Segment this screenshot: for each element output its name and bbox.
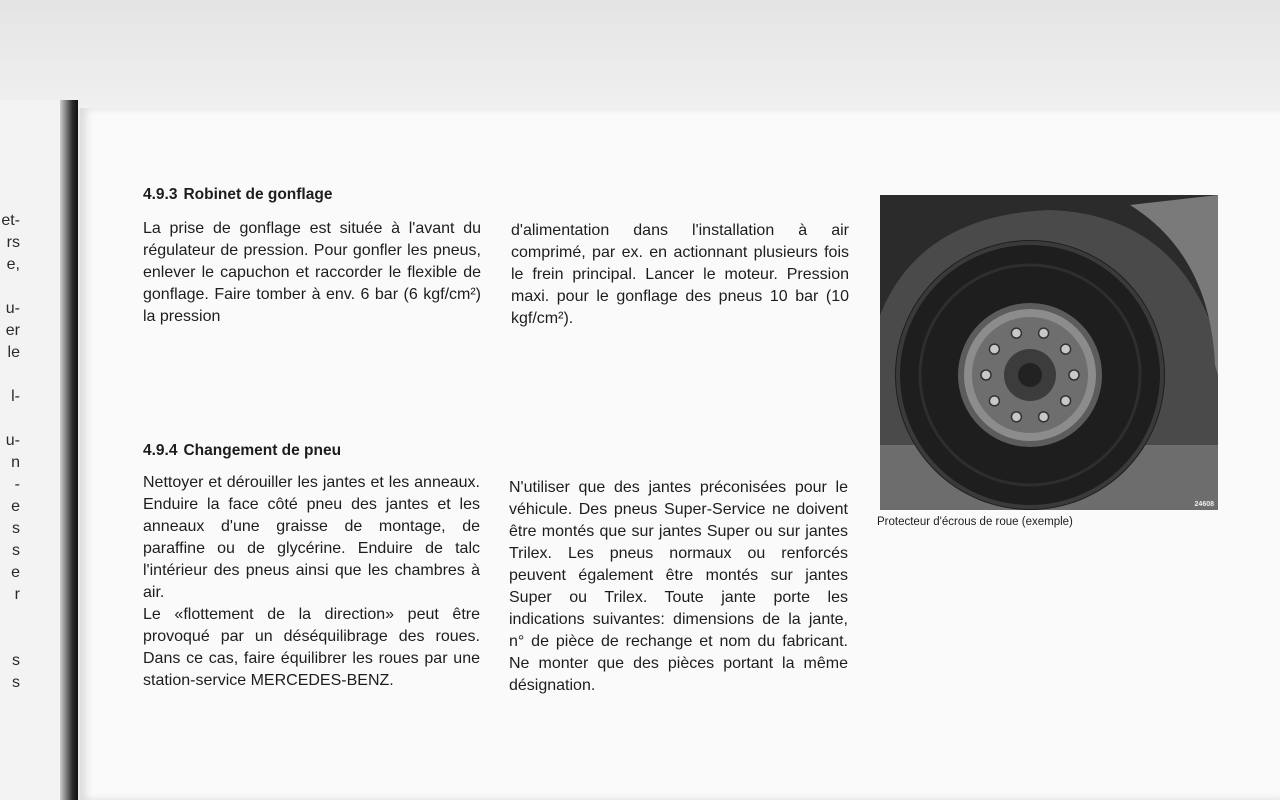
- paragraph: Nettoyer et dérouiller les jantes et les anneaux. Enduire la face côté pneu des jantes et les anneaux d'une graisse de montage, de paraffine ou de glycérine. Enduire de talc l'intérieur des pneus ainsi que les chambres à air.: [143, 474, 480, 601]
- left-fragment: l-: [11, 388, 20, 405]
- wheel-illustration: [880, 195, 1218, 510]
- section-4-9-3-column-1: [143, 218, 481, 328]
- left-fragment: -: [14, 476, 20, 493]
- wheel-nut-icon: [1069, 370, 1079, 380]
- section-4-9-3-column-2: [511, 220, 849, 330]
- wheel-nut-icon: [1061, 344, 1071, 354]
- left-fragment: [0, 408, 20, 430]
- left-fragment: er: [5, 322, 20, 339]
- left-fragment: e: [11, 564, 20, 581]
- left-fragment: et-: [1, 212, 20, 229]
- book-spine: [60, 100, 78, 800]
- paragraph: N'utiliser que des jantes préconisées pour le véhicule. Des pneus Super-Service ne doivent être montés que sur jantes Super ou sur jantes Trilex. Les pneus normaux ou renforcés peuvent également être montés sur jantes Super ou Trilex. Toute jante porte les indications suivantes: dimensions de la jante, n° de pièce de rechange et nom du fabricant. Ne monter que des pièces portant la même désignation.: [509, 479, 848, 694]
- section-heading-4-9-3: [143, 186, 332, 204]
- left-fragment: n: [11, 454, 20, 471]
- section-number: 4.9.3: [143, 186, 178, 203]
- wheel-photo: [880, 195, 1218, 510]
- left-page-text-fragments: [0, 210, 20, 694]
- left-fragment: e: [11, 498, 20, 515]
- left-fragment: e,: [6, 256, 20, 273]
- section-title: Robinet de gonflage: [183, 186, 333, 203]
- left-fragment: s: [12, 542, 20, 559]
- wheel-nut-icon: [1011, 328, 1021, 338]
- wheel-nut-icon: [1061, 396, 1071, 406]
- left-fragment: [0, 628, 20, 650]
- left-fragment: s: [12, 652, 20, 669]
- left-fragment: s: [12, 520, 20, 537]
- background-top: [0, 0, 1280, 110]
- wheel-nut-icon: [989, 396, 999, 406]
- wheel-nut-icon: [981, 370, 991, 380]
- photo-reference-number: 24608: [1194, 501, 1214, 508]
- section-4-9-4-column-1: [143, 472, 480, 692]
- left-fragment: [0, 364, 20, 386]
- left-fragment: r: [14, 586, 20, 603]
- wheel-nut-icon: [989, 344, 999, 354]
- left-fragment: [0, 606, 20, 628]
- paragraph: d'alimentation dans l'installation à air comprimé, par ex. en actionnant plusieurs fois le frein principal. Lancer le moteur. Pression maxi. pour le gonflage des pneus 10 bar (10 kgf/cm²).: [511, 222, 849, 327]
- left-fragment: rs: [6, 234, 20, 251]
- wheel-nut-icon: [1011, 412, 1021, 422]
- section-4-9-4-column-2: [509, 477, 848, 697]
- figure-caption: Protecteur d'écrous de roue (exemple): [877, 516, 1073, 528]
- left-fragment: u-: [5, 432, 20, 449]
- section-number: 4.9.4: [143, 442, 178, 459]
- section-title: Changement de pneu: [183, 442, 342, 459]
- wheel-nut-icon: [1039, 328, 1049, 338]
- paragraph: La prise de gonflage est située à l'avant du régulateur de pression. Pour gonfler les pneus, enlever le capuchon et raccorder le flexible de gonflage. Faire tomber à env. 6 bar (6 kgf/cm²) la pression: [143, 220, 481, 325]
- wheel-nut-icon: [1039, 412, 1049, 422]
- left-fragment: s: [12, 674, 20, 691]
- paragraph: Le «flottement de la direction» peut être provoqué par un déséquilibrage des roues. Dans ce cas, faire équilibrer les roues par une station-service MERCEDES-BENZ.: [143, 606, 480, 689]
- left-fragment: u-: [5, 300, 20, 317]
- left-fragment: le: [7, 344, 20, 361]
- section-heading-4-9-4: [143, 442, 341, 460]
- left-fragment: [0, 276, 20, 298]
